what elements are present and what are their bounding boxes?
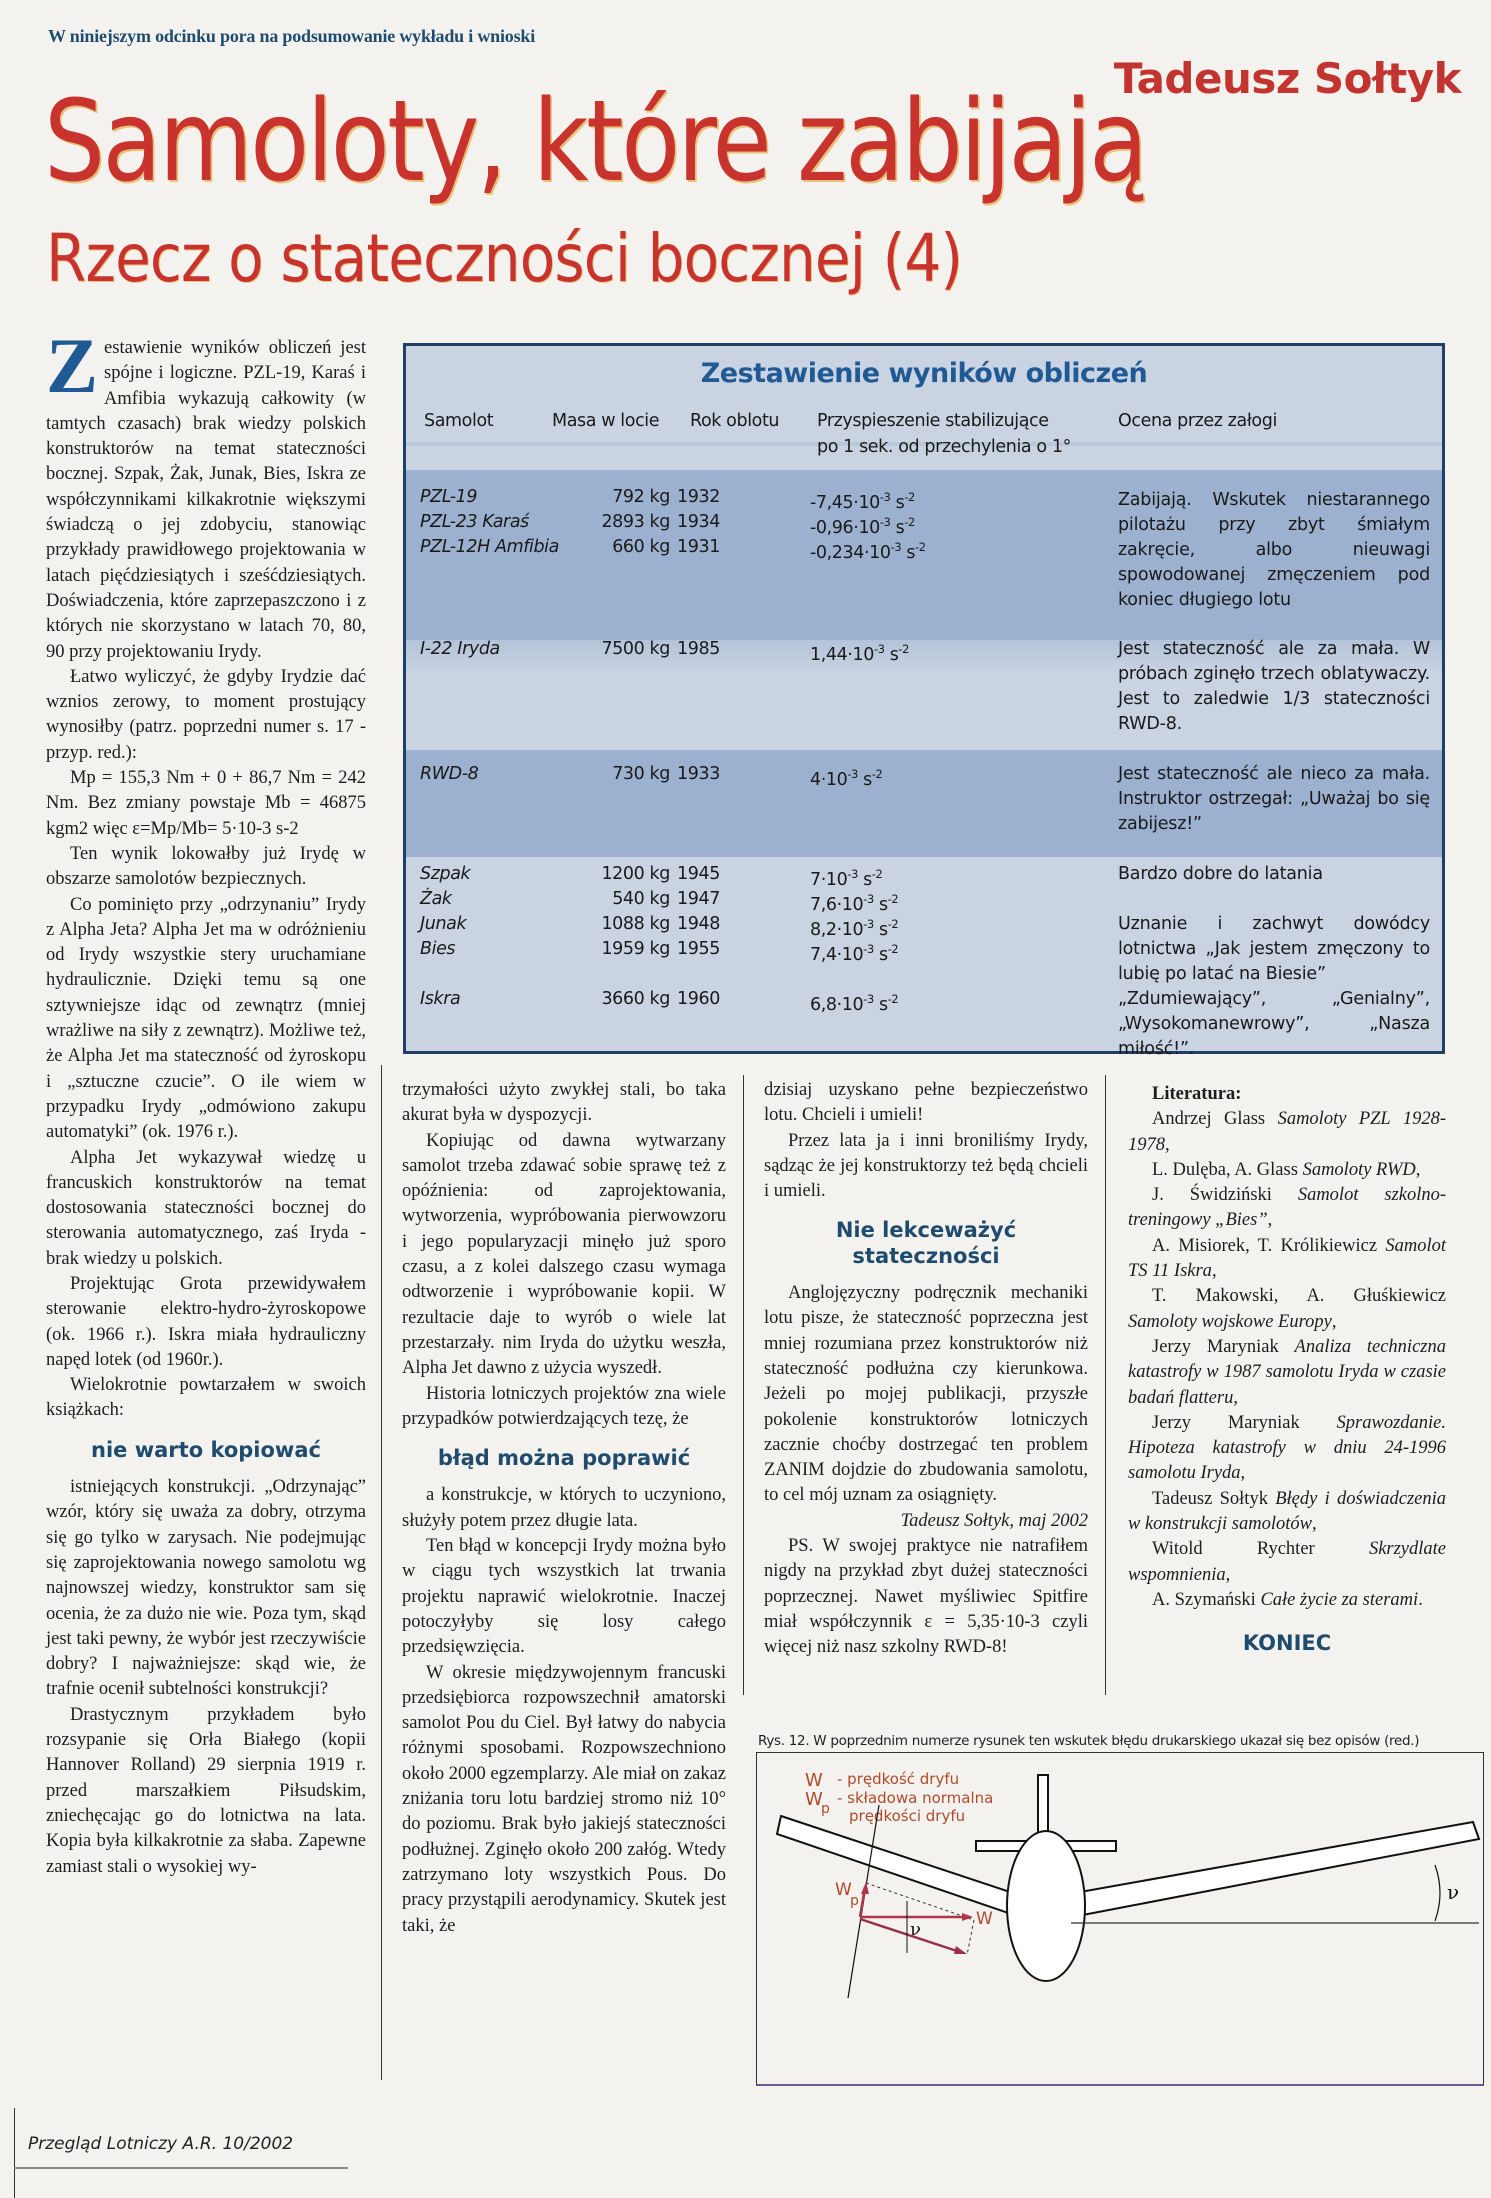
accel-value: 7,4·10 bbox=[810, 944, 864, 965]
signature: Tadeusz Sołtyk, maj 2002 bbox=[900, 1510, 1088, 1531]
rating-rwd: Jest stateczność ale nieco za mała. Instruktor ostrzegał: „Uważaj bo się zabijesz!” bbox=[1118, 764, 1430, 834]
accel-exponent: -3 bbox=[863, 917, 874, 931]
column-rule bbox=[381, 1065, 382, 2080]
article-column-2 bbox=[402, 1078, 726, 1939]
literature-list bbox=[1128, 1082, 1446, 1657]
literature-item bbox=[1128, 1234, 1446, 1285]
literature-item bbox=[1128, 1487, 1446, 1538]
literature-title: Analiza techniczna katastrofy w 1987 samolotu Iryda w czasie badań flatteru bbox=[1128, 1336, 1446, 1408]
rating-pzl: Zabijają. Wskutek niestarannego pilotażu przy zbyt śmiałym zakręcie, albo nieuwagi spowodowanej zmęczeniem pod koniec długiego lotu bbox=[1118, 490, 1430, 610]
legend-wp-text-2: prędkości dryfu bbox=[849, 1807, 966, 1825]
cell-mass: 792 kg bbox=[612, 487, 670, 507]
literature-author: Jerzy Maryniak bbox=[1152, 1336, 1295, 1357]
cell-mass: 540 kg bbox=[612, 889, 670, 909]
kicker: W niniejszym odcinku pora na podsumowanie wykładu i wnioski bbox=[48, 26, 536, 46]
literature-punct: , bbox=[1415, 1159, 1421, 1180]
column-rule bbox=[1105, 1075, 1106, 1695]
accel-unit: s bbox=[857, 869, 872, 890]
literature-item bbox=[1128, 1158, 1446, 1183]
cell-plane: Bies bbox=[420, 939, 456, 959]
paragraph: Ten błąd w koncepcji Irydy można było w ciągu tych wszystkich lat trwania projektu naprawić wielokrotnie. Inaczej potoczyłyby się losy całego przedsięwzięcia. bbox=[402, 1536, 726, 1658]
cell-mass: 1088 kg bbox=[601, 914, 670, 934]
right-wing bbox=[1067, 1822, 1479, 1918]
cell-year: 1960 bbox=[677, 989, 720, 1009]
drop-cap: Z bbox=[46, 322, 99, 409]
accel-value: 8,2·10 bbox=[810, 919, 864, 940]
cell-mass: 730 kg bbox=[612, 764, 670, 784]
cell-plane: Szpak bbox=[420, 864, 471, 884]
literature-punct: , bbox=[1240, 1463, 1246, 1484]
literature-item bbox=[1128, 1588, 1446, 1613]
legend-wp-text-1: - składowa normalna bbox=[837, 1789, 994, 1807]
accel-unit: s bbox=[890, 492, 905, 513]
accel-exponent: -3 bbox=[847, 767, 858, 781]
paragraph: Kopiując od dawna wytwarzany samolot trzeba zdawać sobie sprawę też z opóźnienia: od zaprojektowania, wytworzenia, wypróbowania pierwowzoru i jego popularyzacji minęło już sporo czasu, a z kolei dalszego czasu wymaga odtworzenie i wypróbowanie kopii. W rezultacie daje to wyrób o wiele lat przestarzały. nim Iryda do użytku weszła, Alpha Jet dawno z użycia wyszedł. bbox=[402, 1130, 726, 1379]
accel-exponent: -3 bbox=[879, 490, 891, 504]
dihedral-angle-label: ν bbox=[1447, 1880, 1460, 1904]
legend-w-text: - prędkość dryfu bbox=[837, 1770, 960, 1788]
literature-punct: , bbox=[1211, 1261, 1217, 1282]
drift-angle-label: ν bbox=[910, 1919, 921, 1940]
cell-accel bbox=[810, 637, 909, 668]
literature-author: T. Makowski, A. Głuśkiewicz bbox=[1152, 1286, 1446, 1307]
literature-title: Sprawozdanie. Hipoteza katastrofy w dniu 24-1996 samolotu Iryda bbox=[1128, 1412, 1446, 1484]
literature-title: Samoloty wojskowe Europy bbox=[1128, 1311, 1332, 1332]
w-label: W bbox=[976, 1909, 993, 1929]
cell-mass: 1959 kg bbox=[601, 939, 670, 959]
col-header-year: Rok oblotu bbox=[690, 411, 780, 431]
accel-value: -0,234·10 bbox=[810, 542, 891, 563]
paragraph: dzisiaj uzyskano pełne bezpieczeństwo lotu. Chcieli i umieli! bbox=[764, 1080, 1088, 1126]
subheading: błąd można poprawić bbox=[437, 1446, 691, 1471]
literature-heading: Literatura: bbox=[1152, 1084, 1242, 1104]
column-rule bbox=[743, 1075, 744, 1695]
accel-exponent: -3 bbox=[863, 942, 874, 956]
cell-year: 1934 bbox=[677, 512, 720, 532]
figure-caption: Rys. 12. W poprzednim numerze rysunek ten wskutek błędu drukarskiego ukazał się bez opisów (red.) bbox=[758, 1733, 1420, 1749]
unit-exponent: -2 bbox=[915, 540, 926, 554]
accel-exponent: -3 bbox=[879, 515, 891, 529]
article-column-3 bbox=[764, 1078, 1088, 1661]
literature-title: Samoloty PZL 1928-1978 bbox=[1128, 1109, 1446, 1155]
rating-iskra: „Zdumiewający”, „Genialny”, „Wysokomanewrowy”, „Nasza miłość!”. bbox=[1118, 989, 1430, 1059]
literature-title: Błędy i doświadczenia w konstrukcji samolotów bbox=[1128, 1488, 1446, 1535]
cell-year: 1931 bbox=[677, 537, 720, 557]
literature-title: Skrzydlate wspomnienia bbox=[1128, 1539, 1446, 1585]
accel-unit: s bbox=[873, 894, 888, 915]
subheading: Nie lekceważyć stateczności bbox=[835, 1218, 1017, 1268]
literature-author: A. Szymański bbox=[1152, 1589, 1261, 1610]
w-arrowhead bbox=[962, 1913, 973, 1921]
literature-author: Witold Rychter bbox=[1152, 1539, 1369, 1560]
paragraph: istniejących konstrukcji. „Odrzynając” wzór, który się uważa za dobry, otrzyma się go tylko w zarysach. Nie podejmując się zaprojektowania nowego samolotu wg najnowszej wiedzy, konstruktor sam się ocenia, że za dużo nie wie. Poza tym, skąd jest taki pewny, że wybór jest rzeczywiście dobry? I najważniejsze: skąd wie, że trafnie ocenił subtelności konstrukcji? bbox=[46, 1477, 366, 1700]
rating-szpak: Bardzo dobre do latania bbox=[1118, 864, 1323, 884]
dihedral-angle-arc bbox=[1435, 1865, 1440, 1921]
left-wing bbox=[777, 1816, 1023, 1918]
cell-year: 1945 bbox=[677, 864, 720, 884]
formula-paragraph: Mp = 155,3 Nm + 0 + 86,7 Nm = 242 Nm. Bez zmiany powstaje Mb = 46875 kgm2 więc ε=Mp/Mb= 5·10-3 s-2 bbox=[46, 768, 366, 839]
unit-exponent: -2 bbox=[904, 490, 915, 504]
cell-plane: RWD-8 bbox=[420, 764, 479, 784]
projection-line bbox=[967, 1920, 974, 1955]
literature-punct: , bbox=[1331, 1311, 1337, 1332]
accel-unit: s bbox=[857, 769, 872, 790]
literature-punct: , bbox=[1225, 1564, 1231, 1585]
literature-item bbox=[1128, 1537, 1446, 1588]
paragraph: trzymałości użyto zwykłej stali, bo taka akurat była w dyspozycji. bbox=[402, 1080, 726, 1126]
accel-value: 1,44·10 bbox=[810, 644, 874, 665]
unit-exponent: -2 bbox=[871, 767, 883, 781]
rating-iryda: Jest stateczność ale za mała. W próbach zginęło trzech oblatywaczy. Jest to zaledwie 1/3 stateczności RWD-8. bbox=[1118, 639, 1430, 734]
literature-punct: . bbox=[1418, 1589, 1423, 1610]
unit-exponent: -2 bbox=[904, 515, 915, 529]
paragraph: estawienie wyników obliczeń jest spójne i logiczne. PZL-19, Karaś i Amfibia wykazują całkowity (w tamtych czasach) brak wiedzy polskich konstruktorów na temat stateczności bocznej. Szpak, Żak, Junak, Bies, Iskra ze współczynnikami kilkakrotnie większymi świadczą o jej zdobyciu, stanowiąc przykłady prawidłowego projektowania w latach pięćdziesiątych i sześćdziesiątych. Doświadczenia, które zaprzepaszczono i z których nie skorzystano w latach 70, 80, 90 przy projektowaniu Irydy. bbox=[46, 338, 366, 662]
accel-value: 6,8·10 bbox=[810, 994, 864, 1015]
accel-unit: s bbox=[873, 944, 888, 965]
cell-mass: 1200 kg bbox=[601, 864, 670, 884]
col-header-plane: Samolot bbox=[424, 411, 494, 431]
paragraph: PS. W swojej praktyce nie natrafiłem nigdy na przykład zbyt dużej stateczności poprzecznej. Nawet myśliwiec Spitfire miał współczynnik ε = 5,35·10-3 czyli więcej niż nasz szkolny RWD-8! bbox=[764, 1536, 1088, 1658]
col-header-accel-2: po 1 sek. od przechylenia o 1° bbox=[817, 437, 1071, 457]
paragraph: Przez lata ja i inni broniliśmy Irydy, sądząc że jej konstruktorzy też będą chcieli i umieli. bbox=[764, 1130, 1088, 1202]
literature-item bbox=[1128, 1183, 1446, 1234]
accel-exponent: -3 bbox=[874, 642, 885, 656]
paragraph: Drastycznym przykładem było rozsypanie się Orła Białego (kopii Hannover Rolland) 29 sierpnia 1919 r. przed marszałkiem Piłsudskim, zniechęcając go do lotnictwa na lata. Kopia była kilkakrotnie za słaba. Zapewne zamiast stali o wysokiej wy- bbox=[46, 1704, 366, 1877]
accel-value: 4·10 bbox=[810, 769, 848, 790]
col-header-rating: Ocena przez załogi bbox=[1118, 411, 1277, 431]
dihedral-diagram bbox=[757, 1753, 1485, 2087]
accel-exponent: -3 bbox=[863, 892, 874, 906]
rating-junak-bies: Uznanie i zachwyt dowódcy lotnictwa „Jak jestem zmęczony to lubię po latać na Biesie” bbox=[1118, 914, 1430, 984]
cell-plane: Żak bbox=[420, 889, 452, 909]
accel-unit: s bbox=[873, 994, 888, 1015]
accel-exponent: -3 bbox=[890, 540, 902, 554]
literature-item bbox=[1128, 1284, 1446, 1335]
page-subtitle: Rzecz o stateczności bocznej (4) bbox=[46, 220, 963, 297]
article-column-1 bbox=[46, 322, 366, 1880]
unit-exponent: -2 bbox=[887, 917, 899, 931]
cell-accel bbox=[810, 987, 898, 1018]
literature-punct: , bbox=[1311, 1514, 1317, 1535]
cell-year: 1947 bbox=[677, 889, 720, 909]
accel-value: -0,96·10 bbox=[810, 517, 880, 538]
subheading: nie warto kopiować bbox=[91, 1437, 321, 1462]
literature-title: Samolot TS 11 Iskra bbox=[1128, 1235, 1446, 1282]
accel-exponent: -3 bbox=[863, 992, 874, 1006]
literature-title: Całe życie za sterami bbox=[1260, 1589, 1419, 1610]
wp-label: W bbox=[835, 1880, 852, 1900]
unit-exponent: -2 bbox=[887, 992, 899, 1006]
unit-exponent: -2 bbox=[887, 942, 899, 956]
paragraph: W okresie międzywojennym francuski przedsiębiorca rozpowszechnił amatorski samolot Pou du Ciel. Był łatwy do nabycia różnymi sposobami. Rozpowszechniono około 2000 egzemplarzy. Ale miał on zakaz zniżania toru lotu bardziej stromo niż 10° do poziomu. Brak było jakiejś stateczności podłużnej. Zginęło około 200 załóg. Wtedy zatrzymano loty wszystkich Pous. Do pracy przystąpili aerodynamicy. Skutek jest taki, że bbox=[402, 1662, 726, 1936]
cell-mass: 3660 kg bbox=[601, 989, 670, 1009]
col-header-mass: Masa w locie bbox=[552, 411, 660, 431]
paragraph: a konstrukcje, w których to uczyniono, służyły potem przez długie lata. bbox=[402, 1485, 726, 1531]
accel-unit: s bbox=[901, 542, 916, 563]
footer-rule-vertical bbox=[14, 2108, 15, 2198]
footer-rule bbox=[14, 2167, 348, 2169]
cell-year: 1955 bbox=[677, 939, 720, 959]
results-table bbox=[403, 343, 1445, 1059]
col-header-accel-1: Przyspieszenie stabilizujące bbox=[817, 411, 1049, 431]
literature-item bbox=[1128, 1411, 1446, 1487]
end-label: KONIEC bbox=[1242, 1631, 1332, 1656]
accel-exponent: -3 bbox=[847, 867, 858, 881]
literature-author: J. Świdziński bbox=[1152, 1185, 1298, 1206]
accel-unit: s bbox=[884, 644, 899, 665]
unit-exponent: -2 bbox=[898, 642, 909, 656]
accel-unit: s bbox=[873, 919, 888, 940]
paragraph: Anglojęzyczny podręcznik mechaniki lotu pisze, że stateczność poprzeczna jest mniej rozumiana przez konstruktorów niż stateczność podłużna czy kierunkowa. Jeżeli po mojej publikacji, przyszłe pokolenie konstruktorów lotniczych zacznie choćby dostrzegać ten problem ZANIM dojdzie do zbudowania samolotu, to cel mój uznam za osiągnięty. bbox=[764, 1283, 1088, 1506]
accel-value: 7·10 bbox=[810, 869, 848, 890]
literature-punct: , bbox=[1233, 1387, 1238, 1408]
paragraph: Historia lotniczych projektów zna wiele przypadków potwierdzających tezę, że bbox=[402, 1383, 726, 1429]
fuselage bbox=[1007, 1831, 1085, 1981]
cell-year: 1933 bbox=[677, 764, 720, 784]
literature-author: Tadeusz Sołtyk bbox=[1152, 1488, 1276, 1509]
footer-publication: Przegląd Lotniczy A.R. 10/2002 bbox=[28, 2134, 294, 2154]
unit-exponent: -2 bbox=[871, 867, 883, 881]
drift-arrowhead bbox=[954, 1946, 967, 1954]
literature-author: A. Misiorek, T. Królikiewicz bbox=[1152, 1235, 1386, 1256]
paragraph: Co pominięto przy „odrzynaniu” Irydy z Alpha Jeta? Alpha Jet ma w odróżnieniu od Irydy wszystkie stery uruchamiane hydraulicznie. Dzięki temu są one sztywniejsze idąc od zewnątrz (mniej wrażliwe na siły z zewnątrz). Możliwe też, że Alpha Jet ma stateczność od żyroskopu i „sztuczne czucie”. O ile wiem w przypadku Irydy „odmówiono zakupu automatyki” (ok. 1976 r.). bbox=[46, 894, 366, 1143]
cell-plane: PZL-12H Amfibia bbox=[420, 537, 559, 557]
cell-accel bbox=[810, 937, 898, 968]
paragraph: Alpha Jet wykazywał wiedzę u francuskich konstruktorów na temat dostosowania stateczności bocznej do sterowania automatycznego, zaś Iryda - brak wiedzy u polskich. bbox=[46, 1147, 366, 1269]
cell-plane: PZL-19 bbox=[420, 487, 478, 507]
accel-value: -7,45·10 bbox=[810, 492, 880, 513]
cell-accel bbox=[810, 535, 926, 566]
cell-year: 1948 bbox=[677, 914, 720, 934]
paragraph: Wielokrotnie powtarzałem w swoich książkach: bbox=[46, 1375, 366, 1421]
legend-wp-symbol: W bbox=[805, 1789, 823, 1810]
literature-title: Samolot szkolno-treningowy „Bies” bbox=[1128, 1185, 1446, 1231]
cell-mass: 660 kg bbox=[612, 537, 670, 557]
cell-plane: Iskra bbox=[420, 989, 461, 1009]
literature-author: Jerzy Maryniak bbox=[1152, 1412, 1337, 1433]
accel-unit: s bbox=[890, 517, 905, 538]
cell-year: 1932 bbox=[677, 487, 720, 507]
literature-author: L. Dulęba, A. Glass bbox=[1152, 1159, 1303, 1180]
literature-item bbox=[1128, 1335, 1446, 1411]
table-title: Zestawienie wyników obliczeń bbox=[700, 358, 1148, 389]
cell-plane: Junak bbox=[420, 914, 467, 934]
legend-w-symbol: W bbox=[805, 1770, 823, 1791]
cell-mass: 7500 kg bbox=[601, 639, 670, 659]
paragraph: Ten wynik lokowałby już Irydę w obszarze samolotów bezpiecznych. bbox=[46, 843, 366, 890]
cell-mass: 2893 kg bbox=[601, 512, 670, 532]
paragraph: Projektując Grota przewidywałem sterowanie elektro-hydro-żyroskopowe (ok. 1966 r.). Iskra miała hydrauliczny napęd lotek (od 1960r.). bbox=[46, 1273, 366, 1370]
paragraph: Łatwo wyliczyć, że gdyby Irydzie dać wznios zerowy, to moment prostujący wynosiłby (patrz. poprzedni numer s. 17 - przyp. red.): bbox=[46, 666, 366, 763]
literature-title: Samoloty RWD bbox=[1302, 1159, 1416, 1180]
literature-punct: , bbox=[1165, 1134, 1170, 1155]
literature-punct: , bbox=[1267, 1210, 1273, 1231]
figure-frame bbox=[756, 1752, 1484, 2086]
literature-item bbox=[1128, 1107, 1446, 1158]
cell-plane: I-22 Iryda bbox=[420, 639, 500, 659]
page-title: Samoloty, które zabijają bbox=[44, 77, 1146, 207]
wp-label-subscript: p bbox=[850, 1893, 859, 1909]
author-name: Tadeusz Sołtyk bbox=[1113, 54, 1461, 103]
cell-accel bbox=[810, 762, 882, 793]
unit-exponent: -2 bbox=[887, 892, 899, 906]
cell-year: 1985 bbox=[677, 639, 720, 659]
legend-wp-subscript: p bbox=[821, 1801, 830, 1817]
literature-author: Andrzej Glass bbox=[1152, 1109, 1278, 1130]
cell-plane: PZL-23 Karaś bbox=[420, 512, 529, 532]
accel-value: 7,6·10 bbox=[810, 894, 864, 915]
